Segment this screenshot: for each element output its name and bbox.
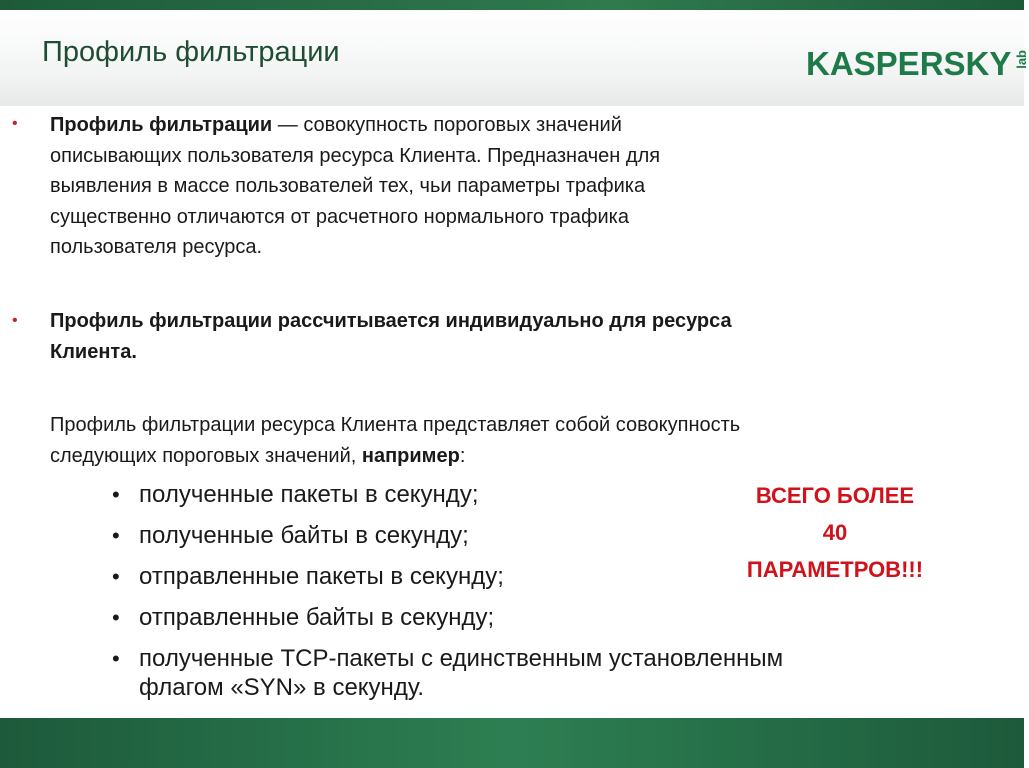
profile-description-paragraph: [50, 410, 870, 471]
bullet-definition: [50, 110, 870, 263]
kaspersky-logo-icon: [806, 44, 1029, 84]
list-item-text: отправленные пакеты в секунду;: [139, 563, 504, 590]
list-item-text: полученные TCP-пакеты с единственным установленным флагом «SYN» в секунду.: [139, 645, 784, 701]
logo-lab-mark: lab: [1014, 50, 1029, 69]
bullet-individual-calc: [50, 306, 870, 367]
paragraph-example-word: например: [361, 444, 460, 467]
list-item-text: отправленные байты в секунду;: [139, 604, 495, 631]
definition-line-4: существенно отличаются от расчетного нормального трафика: [50, 205, 629, 228]
bullet-dot-icon: •: [12, 312, 18, 329]
bullet-dot-icon: •: [12, 115, 18, 132]
definition-line-1: — совокупность пороговых значений: [272, 114, 622, 136]
list-item-text: полученные байты в секунду;: [139, 522, 469, 549]
bullet-dot-icon: •: [112, 523, 120, 548]
individual-calc-line-1: Профиль фильтрации рассчитывается индивидуально для ресурса: [50, 310, 732, 332]
callout-line-3: ПАРАМЕТРОВ!!!: [746, 557, 924, 582]
list-item: [112, 644, 819, 702]
bottom-decorative-band: [0, 718, 1024, 768]
bullet-dot-icon: •: [112, 605, 120, 630]
definition-line-5: пользователя ресурса.: [50, 236, 263, 258]
bullet-dot-icon: •: [112, 482, 120, 507]
definition-line-3: выявления в массе пользователей тех, чьи параметры трафика: [50, 175, 646, 197]
top-decorative-band: [0, 0, 1024, 10]
definition-term: Профиль фильтрации: [50, 114, 273, 136]
logo-wordmark: KASPERSKY: [806, 45, 1012, 82]
bullet-dot-icon: •: [112, 564, 120, 589]
parameters-count-callout: [720, 477, 950, 588]
callout-line-2: 40: [822, 520, 848, 545]
individual-calc-line-2: Клиента.: [50, 340, 137, 363]
slide-header: [0, 10, 1029, 106]
list-item-text: полученные пакеты в секунду;: [139, 481, 479, 508]
paragraph-line-2-prefix: следующих пороговых значений,: [50, 444, 362, 467]
paragraph-line-2-suffix: :: [459, 444, 466, 467]
list-item: [112, 603, 932, 632]
slide-title: Профиль фильтрации: [42, 36, 340, 68]
bullet-dot-icon: •: [112, 646, 120, 671]
definition-line-2: описывающих пользователя ресурса Клиента. Предназначен для: [50, 144, 661, 167]
callout-line-1: ВСЕГО БОЛЕЕ: [755, 483, 915, 508]
paragraph-line-1: Профиль фильтрации ресурса Клиента представляет собой совокупность: [50, 414, 741, 436]
